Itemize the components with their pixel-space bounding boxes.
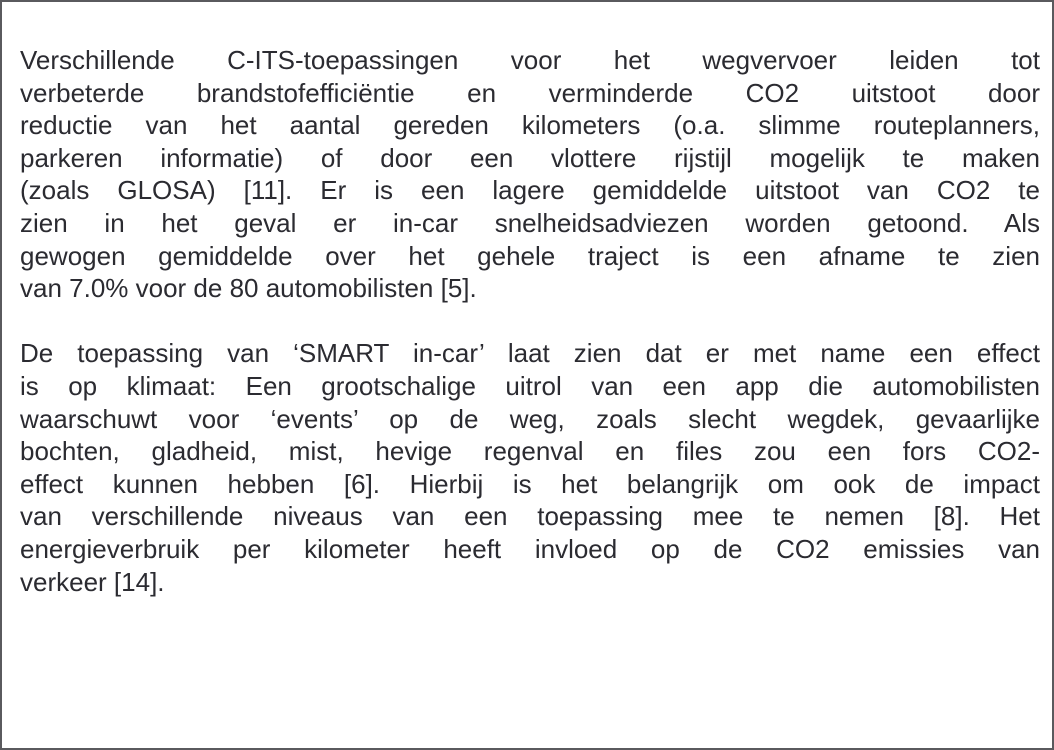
paragraph xyxy=(20,337,1040,598)
text-line: Verschillende C-ITS-toepassingen voor het wegvervoer leiden tot xyxy=(20,45,1040,75)
text-line: effect kunnen hebben [6]. Hierbij is het belangrijk om ook de impact xyxy=(20,468,1040,499)
text-line: van verschillende niveaus van een toepassing mee te nemen [8]. Het xyxy=(20,501,1040,532)
text-line: is op klimaat: Een grootschalige uitrol van een app die automobilisten xyxy=(20,370,1040,401)
text-line: zien in het geval er in-car snelheidsadviezen worden getoond. Als xyxy=(20,207,1040,238)
text-line: verbeterde brandstofefficiëntie en verminderde CO2 uitstoot door xyxy=(20,77,1040,108)
text-line: reductie van het aantal gereden kilometers (o.a. slimme routeplanners, xyxy=(20,110,1040,141)
text-line: (zoals GLOSA) [11]. Er is een lagere gemiddelde uitstoot van CO2 te xyxy=(20,175,1040,206)
text-line: gewogen gemiddelde over het gehele traject is een afname te zien xyxy=(20,240,1040,271)
text-line: energieverbruik per kilometer heeft invloed op de CO2 emissies van xyxy=(20,533,1040,564)
paragraph xyxy=(20,44,1040,305)
text-line: bochten, gladheid, mist, hevige regenval en files zou een fors CO2- xyxy=(20,436,1040,467)
text-line: waarschuwt voor ‘events’ op de weg, zoals slecht wegdek, gevaarlijke xyxy=(20,403,1040,434)
text-line: verkeer [14]. xyxy=(20,566,165,597)
document-body xyxy=(20,44,1040,631)
text-line: De toepassing van ‘SMART in-car’ laat zien dat er met name een effect xyxy=(20,338,1040,369)
text-line: parkeren informatie) of door een vlottere rijstijl mogelijk te maken xyxy=(20,142,1040,173)
text-line: van 7.0% voor de 80 automobilisten [5]. xyxy=(20,273,477,304)
